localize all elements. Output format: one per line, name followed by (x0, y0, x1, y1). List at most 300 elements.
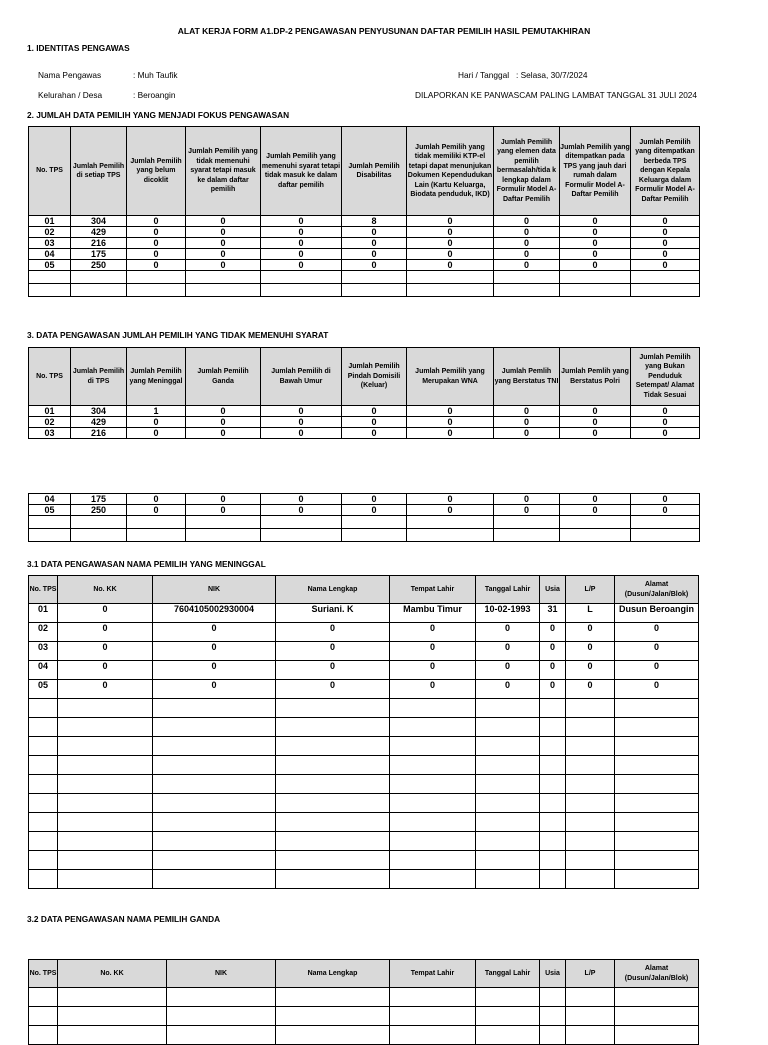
table-cell: 02 (29, 227, 71, 238)
table-cell (276, 775, 390, 794)
column-header: Jumlah Pemilih di Bawah Umur (261, 348, 342, 406)
table-cell: 04 (29, 249, 71, 260)
table-cell: 0 (390, 623, 476, 642)
table-cell: 0 (560, 428, 631, 439)
column-header: Nama Lengkap (276, 960, 390, 988)
table-cell: 0 (494, 238, 560, 249)
table-row (29, 417, 700, 428)
table-cell: 0 (342, 227, 407, 238)
table-cell (540, 813, 566, 832)
table-row (29, 1007, 699, 1026)
table-cell: 0 (494, 417, 560, 428)
column-header: Usia (540, 960, 566, 988)
table-cell: 0 (186, 417, 261, 428)
table-row (29, 870, 699, 889)
table-cell (615, 794, 699, 813)
table-cell (276, 988, 390, 1007)
table-cell: 0 (342, 238, 407, 249)
table-cell (540, 1026, 566, 1045)
table-cell (476, 756, 540, 775)
table-cell (58, 718, 153, 737)
table-cell: 0 (560, 227, 631, 238)
table-cell: 8 (342, 216, 407, 227)
table-cell (540, 1007, 566, 1026)
deceased-table-empty (29, 699, 699, 889)
table-cell: 0 (342, 260, 407, 271)
column-header: Jumlah Pemilih yang belum dicoklit (127, 127, 186, 216)
table-cell (276, 813, 390, 832)
table-cell (540, 699, 566, 718)
table-cell (566, 794, 615, 813)
table-cell (476, 737, 540, 756)
table-cell: 0 (407, 227, 494, 238)
table-row (29, 832, 699, 851)
table-cell (153, 870, 276, 889)
table-row (29, 604, 699, 623)
table-cell: 01 (29, 604, 58, 623)
table-cell: 0 (407, 417, 494, 428)
table-cell: 0 (560, 249, 631, 260)
table-cell: 0 (342, 417, 407, 428)
nama-pengawas-label: Nama Pengawas (38, 70, 102, 80)
table-cell: 04 (29, 661, 58, 680)
duplicate-table (28, 959, 699, 1045)
column-header: Usia (540, 576, 566, 604)
table-cell: 0 (58, 661, 153, 680)
table-cell: 0 (560, 417, 631, 428)
table-cell (566, 832, 615, 851)
column-header: L/P (566, 960, 615, 988)
column-header: NIK (167, 960, 276, 988)
table-cell (540, 870, 566, 889)
table-cell (540, 988, 566, 1007)
table-cell: 0 (186, 227, 261, 238)
column-header: Jumlah Pemilih yang Meninggal (127, 348, 186, 406)
table-row (29, 505, 700, 516)
ineligible-table (28, 347, 700, 439)
table-cell (566, 1007, 615, 1026)
table-row (29, 284, 700, 297)
table-cell: 0 (631, 406, 700, 417)
column-header: Jumlah Pemilih yang Merupakan WNA (407, 348, 494, 406)
table-row (29, 260, 700, 271)
table-cell: 05 (29, 505, 71, 516)
table-cell: 0 (261, 227, 342, 238)
table-cell: 1 (127, 406, 186, 417)
table-cell: 0 (261, 249, 342, 260)
table-cell: 175 (71, 249, 127, 260)
table-cell: 0 (261, 216, 342, 227)
table-cell (276, 756, 390, 775)
table-cell: 0 (631, 505, 700, 516)
nama-pengawas-value: : Muh Taufik (133, 70, 178, 80)
table-cell (476, 988, 540, 1007)
table-cell: 0 (186, 505, 261, 516)
table-cell (615, 718, 699, 737)
table-cell (615, 1026, 699, 1045)
table-cell (476, 870, 540, 889)
table-cell: 0 (631, 227, 700, 238)
table-cell: 0 (476, 680, 540, 699)
table-cell (58, 988, 167, 1007)
table-cell (153, 832, 276, 851)
table-cell (390, 737, 476, 756)
table-cell: 0 (560, 238, 631, 249)
table-cell (167, 1026, 276, 1045)
column-header: No. KK (58, 576, 153, 604)
table-cell (58, 832, 153, 851)
table-cell (566, 718, 615, 737)
table-cell: 0 (407, 238, 494, 249)
table-cell (276, 718, 390, 737)
column-header: Nama Lengkap (276, 576, 390, 604)
table-cell: 0 (153, 680, 276, 699)
column-header: Jumlah Pemilih yang elemen data pemilih bermasalah/tida k lengkap dalam Formulir Model A-Daftar Pemilih (494, 127, 560, 216)
table-cell (167, 1007, 276, 1026)
table-cell: 0 (186, 216, 261, 227)
table-cell: 0 (342, 406, 407, 417)
section3-heading: 3. DATA PENGAWASAN JUMLAH PEMILIH YANG TIDAK MEMENUHI SYARAT (27, 330, 329, 340)
table-cell (276, 870, 390, 889)
table-cell (29, 1007, 58, 1026)
table-cell (540, 832, 566, 851)
table-cell: 0 (476, 623, 540, 642)
table-cell: 31 (540, 604, 566, 623)
table-cell: 0 (127, 260, 186, 271)
table-cell (390, 756, 476, 775)
table-cell (476, 699, 540, 718)
table-cell: 304 (71, 406, 127, 417)
table-cell: 0 (390, 661, 476, 680)
column-header: Jumlah Pemilih di TPS (71, 348, 127, 406)
table-row (29, 249, 700, 260)
column-header: L/P (566, 576, 615, 604)
table-cell (540, 756, 566, 775)
hari-tanggal-value: : Selasa, 30/7/2024 (516, 70, 588, 80)
table-cell (153, 699, 276, 718)
table-cell: 04 (29, 494, 71, 505)
table-cell: 0 (566, 680, 615, 699)
table-cell: 0 (407, 428, 494, 439)
column-header: No. TPS (29, 127, 71, 216)
table-cell: L (566, 604, 615, 623)
table-cell: 0 (494, 260, 560, 271)
table-cell (390, 813, 476, 832)
deadline-note: DILAPORKAN KE PANWASCAM PALING LAMBAT TANGGAL 31 JULI 2024 (415, 90, 698, 100)
table-cell: 0 (631, 260, 700, 271)
table-cell: 0 (127, 238, 186, 249)
column-header: No. TPS (29, 960, 58, 988)
table-cell: 0 (540, 623, 566, 642)
table-cell (476, 851, 540, 870)
table-cell: 0 (540, 642, 566, 661)
table-cell (540, 775, 566, 794)
column-header: Alamat (Dusun/Jalan/Blok) (615, 576, 699, 604)
table-cell (153, 775, 276, 794)
table-cell (153, 756, 276, 775)
table-cell (276, 794, 390, 813)
table-cell: Mambu Timur (390, 604, 476, 623)
table-cell (615, 756, 699, 775)
table-row (29, 718, 699, 737)
table-cell (58, 737, 153, 756)
table-cell: 429 (71, 417, 127, 428)
table-cell: 0 (615, 642, 699, 661)
column-header: Jumlah Pemilih Ganda (186, 348, 261, 406)
column-header: Tanggal Lahir (476, 576, 540, 604)
table-cell: 0 (127, 505, 186, 516)
table-cell: 0 (261, 260, 342, 271)
table-cell: 0 (407, 505, 494, 516)
table-cell (58, 756, 153, 775)
kelurahan-label: Kelurahan / Desa (38, 90, 103, 100)
column-header: Jumlah Pemlih yang Berstatus TNI (494, 348, 560, 406)
section1-heading: 1. IDENTITAS PENGAWAS (27, 43, 130, 53)
column-header: Jumlah Pemilih yang ditempatkan pada TPS yang jauh dari rumah dalam Formulir Model A-Daftar Pemilih (560, 127, 631, 216)
table-cell: 0 (58, 680, 153, 699)
table-cell (615, 775, 699, 794)
table-cell (615, 813, 699, 832)
table-cell: 0 (153, 642, 276, 661)
column-header: Jumlah Pemilih Pindah Domisili (Keluar) (342, 348, 407, 406)
section2-heading: 2. JUMLAH DATA PEMILIH YANG MENJADI FOKUS PENGAWASAN (27, 110, 290, 120)
table-cell: 0 (615, 623, 699, 642)
table-row (29, 428, 700, 439)
table-cell (540, 737, 566, 756)
table-row (29, 988, 699, 1007)
column-header: Jumlah Pemilih Disabilitas (342, 127, 407, 216)
table-cell: 0 (276, 680, 390, 699)
column-header: Jumlah Pemilih di setiap TPS (71, 127, 127, 216)
table-row (29, 699, 699, 718)
table-cell: 0 (127, 494, 186, 505)
table-cell: 304 (71, 216, 127, 227)
hari-tanggal-label: Hari / Tanggal (458, 70, 510, 80)
table-cell (476, 1026, 540, 1045)
table-cell (390, 832, 476, 851)
table-row (29, 756, 699, 775)
table-header-row (29, 576, 699, 604)
deceased-table (28, 575, 699, 889)
table-cell (29, 737, 58, 756)
column-header: Jumlah Pemilih yang tidak memenuhi syarat tetapi masuk ke dalam daftar pemilih (186, 127, 261, 216)
table-cell: 0 (153, 661, 276, 680)
table-cell: 0 (153, 623, 276, 642)
table-row (29, 271, 700, 284)
table-cell (29, 988, 58, 1007)
table-cell: 0 (560, 406, 631, 417)
table-cell (476, 794, 540, 813)
table-cell: 03 (29, 428, 71, 439)
table-cell: 0 (127, 216, 186, 227)
table-cell: 0 (58, 642, 153, 661)
table-row (29, 851, 699, 870)
table-cell (540, 851, 566, 870)
table-cell: 0 (540, 680, 566, 699)
table-cell (390, 870, 476, 889)
table-cell: 0 (390, 680, 476, 699)
table-cell: 0 (476, 661, 540, 680)
table-cell: 03 (29, 642, 58, 661)
column-header: No. TPS (29, 576, 58, 604)
table-cell (29, 1026, 58, 1045)
table-row (29, 1026, 699, 1045)
table-cell (58, 794, 153, 813)
table-cell: 0 (261, 406, 342, 417)
table-cell (153, 851, 276, 870)
column-header: Jumlah Pemilih yang memenuhi syarat tetapi tidak masuk ke dalam daftar pemilih (261, 127, 342, 216)
table-cell: 0 (58, 604, 153, 623)
table-cell: 0 (494, 494, 560, 505)
table-cell: 0 (261, 238, 342, 249)
table-cell: 0 (494, 428, 560, 439)
table-cell: 0 (566, 642, 615, 661)
column-header: No. KK (58, 960, 167, 988)
table-cell (29, 813, 58, 832)
column-header: Tempat Lahir (390, 576, 476, 604)
table-cell (390, 699, 476, 718)
table-cell (390, 794, 476, 813)
table-header-row (29, 348, 700, 406)
table-cell (615, 988, 699, 1007)
table-cell (566, 775, 615, 794)
table-row (29, 238, 700, 249)
table-cell (29, 851, 58, 870)
table-cell: 0 (342, 249, 407, 260)
section31-heading: 3.1 DATA PENGAWASAN NAMA PEMILIH YANG MENINGGAL (27, 559, 266, 569)
column-header: Jumlah Pemilih yang tidak memiliki KTP-el tetapi dapat menunjukan Dokumen Kependudukan Lain (Kartu Keluarga, Biodata penduduk, IKD) (407, 127, 494, 216)
table-cell (29, 775, 58, 794)
focus-table-body (29, 216, 700, 271)
table-cell (153, 813, 276, 832)
table-cell (566, 756, 615, 775)
table-cell (390, 718, 476, 737)
table-cell: 0 (494, 249, 560, 260)
table-cell (566, 813, 615, 832)
table-cell (566, 737, 615, 756)
table-cell (566, 870, 615, 889)
table-cell: 0 (342, 428, 407, 439)
table-cell (476, 813, 540, 832)
focus-table-empty (29, 271, 700, 297)
ineligible-table-empty (29, 516, 700, 542)
table-cell: 0 (566, 661, 615, 680)
table-cell: 429 (71, 227, 127, 238)
table-cell: 0 (560, 494, 631, 505)
table-row (29, 529, 700, 542)
table-row (29, 406, 700, 417)
table-cell (615, 870, 699, 889)
table-cell: 0 (186, 494, 261, 505)
table-cell: 0 (631, 428, 700, 439)
table-cell: 02 (29, 417, 71, 428)
table-cell: 7604105002930004 (153, 604, 276, 623)
kelurahan-value: : Beroangin (133, 90, 176, 100)
table-cell (390, 775, 476, 794)
table-cell (58, 1007, 167, 1026)
table-cell (476, 775, 540, 794)
table-cell: 05 (29, 260, 71, 271)
table-cell (276, 737, 390, 756)
table-cell (58, 813, 153, 832)
table-cell: 0 (407, 260, 494, 271)
table-cell (566, 1026, 615, 1045)
column-header: No. TPS (29, 348, 71, 406)
table-cell (276, 1007, 390, 1026)
table-cell: 0 (342, 505, 407, 516)
table-cell: 0 (407, 494, 494, 505)
table-cell: 0 (631, 494, 700, 505)
table-row (29, 813, 699, 832)
table-cell (615, 737, 699, 756)
deceased-table-body (29, 604, 699, 699)
table-row (29, 216, 700, 227)
table-row (29, 494, 700, 505)
table-cell (566, 851, 615, 870)
table-header-row (29, 960, 699, 988)
table-cell: Dusun Beroangin (615, 604, 699, 623)
column-header: Tanggal Lahir (476, 960, 540, 988)
table-cell: 0 (390, 642, 476, 661)
table-cell: 250 (71, 505, 127, 516)
table-cell (540, 794, 566, 813)
table-cell (58, 1026, 167, 1045)
table-cell: 0 (615, 661, 699, 680)
table-cell (615, 832, 699, 851)
document-title: ALAT KERJA FORM A1.DP-2 PENGAWASAN PENYUSUNAN DAFTAR PEMILIH HASIL PEMUTAKHIRAN (177, 26, 591, 36)
table-row (29, 775, 699, 794)
table-row (29, 642, 699, 661)
table-cell: 0 (407, 216, 494, 227)
table-cell (29, 794, 58, 813)
table-cell: 0 (276, 642, 390, 661)
table-cell: 0 (261, 494, 342, 505)
table-cell (276, 1026, 390, 1045)
table-cell: 03 (29, 238, 71, 249)
table-cell: 0 (494, 406, 560, 417)
section32-heading: 3.2 DATA PENGAWASAN NAMA PEMILIH GANDA (27, 914, 221, 924)
table-cell (615, 1007, 699, 1026)
table-cell: 0 (127, 227, 186, 238)
table-cell: 0 (407, 406, 494, 417)
table-header-row (29, 127, 700, 216)
table-cell: 0 (407, 249, 494, 260)
table-cell (29, 718, 58, 737)
table-cell: 0 (560, 505, 631, 516)
table-cell: 216 (71, 428, 127, 439)
table-cell: 0 (186, 238, 261, 249)
table-cell: 0 (261, 417, 342, 428)
table-cell (476, 1007, 540, 1026)
table-cell: 0 (342, 494, 407, 505)
column-header: Jumlah Pemilih yang ditempatkan berbeda TPS dengan Kepala Keluarga dalam Formulir Model A-Daftar Pemilih (631, 127, 700, 216)
table-cell: 0 (261, 505, 342, 516)
table-cell: 0 (261, 428, 342, 439)
table-row (29, 737, 699, 756)
table-cell (390, 851, 476, 870)
table-row (29, 794, 699, 813)
table-cell (58, 870, 153, 889)
table-cell (29, 756, 58, 775)
table-cell: 01 (29, 406, 71, 417)
table-cell (476, 718, 540, 737)
table-cell: 0 (560, 216, 631, 227)
table-cell (390, 1007, 476, 1026)
table-cell (153, 794, 276, 813)
table-cell: 0 (186, 249, 261, 260)
table-cell: 0 (631, 216, 700, 227)
table-cell: Suriani. K (276, 604, 390, 623)
